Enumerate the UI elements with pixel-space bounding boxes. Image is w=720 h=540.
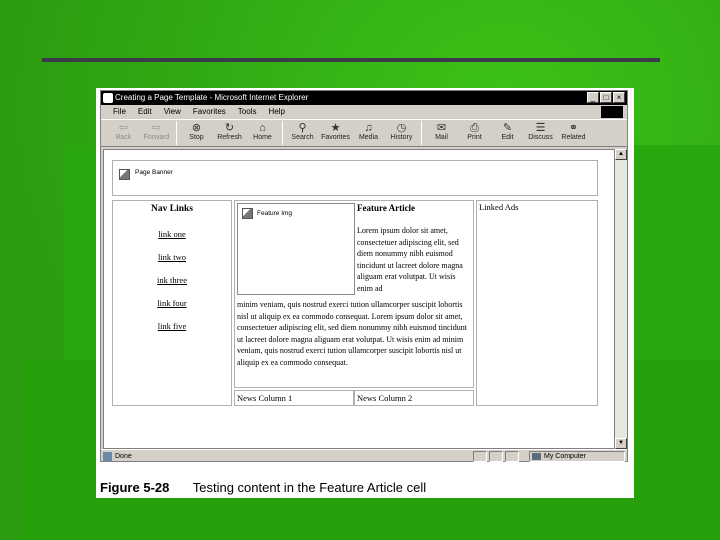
windows-logo-icon <box>601 106 623 118</box>
toolbar-label: Discuss <box>528 134 553 141</box>
feature-article-cell <box>234 200 474 388</box>
menu-bar <box>101 105 627 119</box>
vertical-scrollbar[interactable] <box>615 149 627 449</box>
edit-icon: ✎ <box>502 122 513 134</box>
news-column-1: News Column 1 <box>234 390 354 406</box>
history-icon: ◷ <box>396 122 407 134</box>
favorites-icon: ★ <box>330 122 341 134</box>
feature-text-continued: minim veniam, quis nostrud exerci tution ullamcorper suscipit lobortis nisl ut aliquip ex ea commodo consequat. Lorem ipsum dolor sit amet, consectetuer adipiscing elit, sed diem nonummy nibh euismod tincidunt ut lacreet dolore magna aliguam erat volutpat. Ut wisis enim ad minim veniam, quis nostrud exerci tution ullamcorper suscipit lobortis nisl ut aliquip ex ea commodo consequat. <box>237 300 467 367</box>
status-pane <box>489 451 503 462</box>
nav-link-three[interactable]: ink three <box>157 275 187 285</box>
home-button[interactable] <box>246 120 279 146</box>
browser-window <box>100 90 628 462</box>
stop-button[interactable] <box>180 120 213 146</box>
print-icon: ⎙ <box>470 122 479 134</box>
maximize-button[interactable]: □ <box>600 92 612 103</box>
mail-icon: ✉ <box>436 122 447 134</box>
forward-button[interactable] <box>140 120 173 146</box>
toolbar-separator <box>282 121 283 145</box>
toolbar-label: Related <box>561 134 586 141</box>
home-icon: ⌂ <box>259 122 266 134</box>
scroll-down-icon[interactable]: ▼ <box>615 438 627 449</box>
toolbar-label: Stop <box>189 134 204 141</box>
nav-link-four[interactable]: link four <box>157 298 187 308</box>
history-button[interactable] <box>385 120 418 146</box>
nav-link-five[interactable]: link five <box>157 321 187 331</box>
search-button[interactable] <box>286 120 319 146</box>
feature-text: Lorem ipsum dolor sit amet, consectetuer adipiscing elit, sed diem nonummy nibh euismod tincidunt ut lacreet dolore magna aliguam erat volutpat. Ut wisis enim ad <box>357 226 463 293</box>
menu-file[interactable]: File <box>113 107 126 116</box>
toolbar-separator <box>176 121 177 145</box>
linked-ads-cell: Linked Ads <box>476 200 598 406</box>
discuss-icon: ☰ <box>535 122 546 134</box>
toolbar-separator <box>421 121 422 145</box>
toolbar-label: Back <box>115 134 132 141</box>
toolbar-label: Search <box>291 134 314 141</box>
status-text: Done <box>115 453 132 460</box>
toolbar-label: Favorites <box>321 134 350 141</box>
figure <box>96 88 634 498</box>
nav-link-two[interactable]: link two <box>157 252 187 262</box>
status-pane <box>473 451 487 462</box>
menu-help[interactable]: Help <box>268 107 285 116</box>
toolbar-label: Forward <box>143 134 170 141</box>
zone-label: My Computer <box>544 453 587 460</box>
scroll-up-icon[interactable]: ▲ <box>615 149 627 160</box>
toolbar-label: Mail <box>435 134 448 141</box>
window-title: Creating a Page Template - Microsoft Internet Explorer <box>115 93 309 102</box>
title-bar <box>101 91 627 105</box>
edit-button[interactable] <box>491 120 524 146</box>
page-viewport <box>103 149 615 449</box>
news-column-2: News Column 2 <box>354 390 474 406</box>
caption-text: Testing content in the Feature Article cell <box>192 480 427 495</box>
back-arrow-icon: ⇦ <box>118 122 129 134</box>
nav-link-one[interactable]: link one <box>158 229 186 239</box>
figure-number: Figure 5-28 <box>100 480 170 495</box>
figure-caption <box>100 480 426 495</box>
mail-button[interactable] <box>425 120 458 146</box>
discuss-button[interactable] <box>524 120 557 146</box>
related-button[interactable] <box>557 120 590 146</box>
security-zone <box>529 451 625 462</box>
refresh-button[interactable] <box>213 120 246 146</box>
minimize-button[interactable]: _ <box>587 92 599 103</box>
close-button[interactable]: × <box>613 92 625 103</box>
menu-view[interactable]: View <box>163 107 181 116</box>
page-banner <box>112 160 598 196</box>
back-button[interactable] <box>107 120 140 146</box>
search-icon: ⚲ <box>298 122 307 134</box>
toolbar-label: Print <box>467 134 482 141</box>
media-button[interactable] <box>352 120 385 146</box>
related-icon: ⚭ <box>568 122 579 134</box>
status-pane <box>505 451 519 462</box>
menu-tools[interactable]: Tools <box>237 107 257 116</box>
status-bar <box>101 449 627 462</box>
broken-image-icon <box>242 208 253 219</box>
computer-icon <box>532 453 541 460</box>
toolbar-label: History <box>390 134 413 141</box>
feature-image-label: Feature Img <box>257 210 293 217</box>
toolbar-label: Home <box>253 134 272 141</box>
feature-heading: Feature Article <box>357 203 416 213</box>
menu-edit[interactable]: Edit <box>137 107 152 116</box>
banner-label: Page Banner <box>135 169 173 176</box>
toolbar <box>101 119 627 147</box>
ie-logo-icon <box>103 93 113 103</box>
page-icon <box>103 452 112 461</box>
slide-divider <box>42 58 660 62</box>
refresh-icon: ↻ <box>224 122 235 134</box>
nav-heading: Nav Links <box>151 204 193 214</box>
print-button[interactable] <box>458 120 491 146</box>
toolbar-label: Media <box>358 134 379 141</box>
stop-icon: ⊗ <box>191 122 202 134</box>
toolbar-label: Edit <box>501 134 514 141</box>
nav-links-cell <box>112 200 232 406</box>
favorites-button[interactable] <box>319 120 352 146</box>
forward-arrow-icon: ⇨ <box>151 122 162 134</box>
toolbar-label: Refresh <box>217 134 242 141</box>
menu-favorites[interactable]: Favorites <box>192 107 226 116</box>
feature-image <box>237 203 355 295</box>
media-icon: ♫ <box>364 122 373 134</box>
broken-image-icon <box>119 169 130 180</box>
